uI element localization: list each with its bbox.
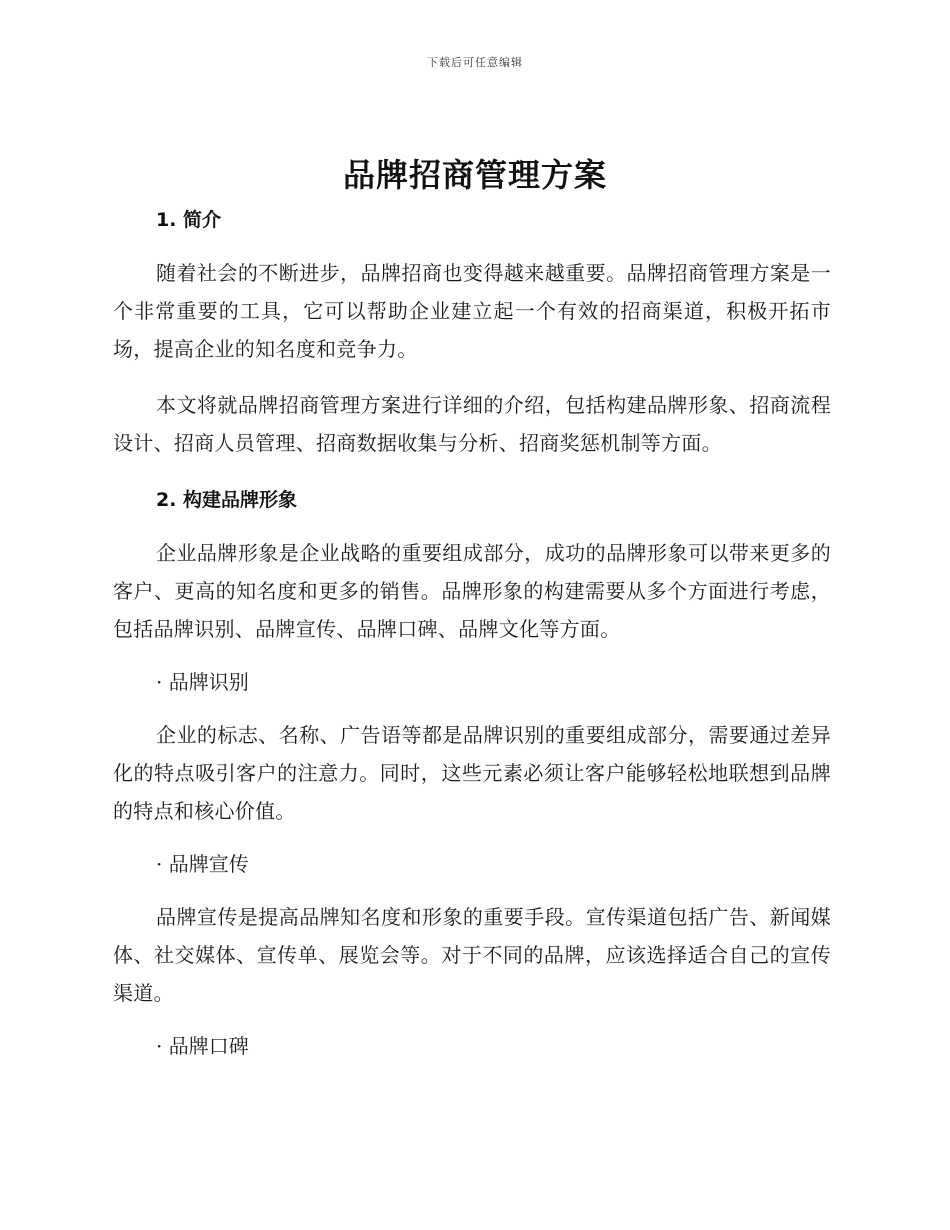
document-title: 品牌招商管理方案 [342, 156, 607, 194]
paragraph: 本文将就品牌招商管理方案进行详细的介绍，包括构建品牌形象、招商流程设计、招商人员管理、招商数据收集与分析、招商奖惩机制等方面。 [113, 393, 831, 455]
section-heading-brand-image: 2. 构建品牌形象 [156, 489, 298, 511]
bullet-item-brand-promotion: · 品牌宣传 [156, 852, 249, 876]
section-heading-intro: 1. 简介 [156, 209, 222, 231]
paragraph: 企业的标志、名称、广告语等都是品牌识别的重要组成部分，需要通过差异化的特点吸引客户的注意力。同时，这些元素必须让客户能够轻松地联想到品牌的特点和核心价值。 [113, 723, 831, 823]
header-note: 下载后可任意编辑 [427, 56, 523, 69]
paragraph: 随着社会的不断进步，品牌招商也变得越来越重要。品牌招商管理方案是一个非常重要的工具，它可以帮助企业建立起一个有效的招商渠道，积极开拓市场，提高企业的知名度和竞争力。 [113, 261, 831, 361]
paragraph: 企业品牌形象是企业战略的重要组成部分，成功的品牌形象可以带来更多的客户、更高的知名度和更多的销售。品牌形象的构建需要从多个方面进行考虑，包括品牌识别、品牌宣传、品牌口碑、品牌文化等方面。 [113, 541, 831, 641]
bullet-item-brand-reputation: · 品牌口碑 [156, 1034, 249, 1058]
paragraph: 品牌宣传是提高品牌知名度和形象的重要手段。宣传渠道包括广告、新闻媒体、社交媒体、宣传单、展览会等。对于不同的品牌，应该选择适合自己的宣传渠道。 [113, 905, 831, 1005]
bullet-item-brand-identity: · 品牌识别 [156, 670, 249, 694]
document-body [113, 204, 831, 1062]
